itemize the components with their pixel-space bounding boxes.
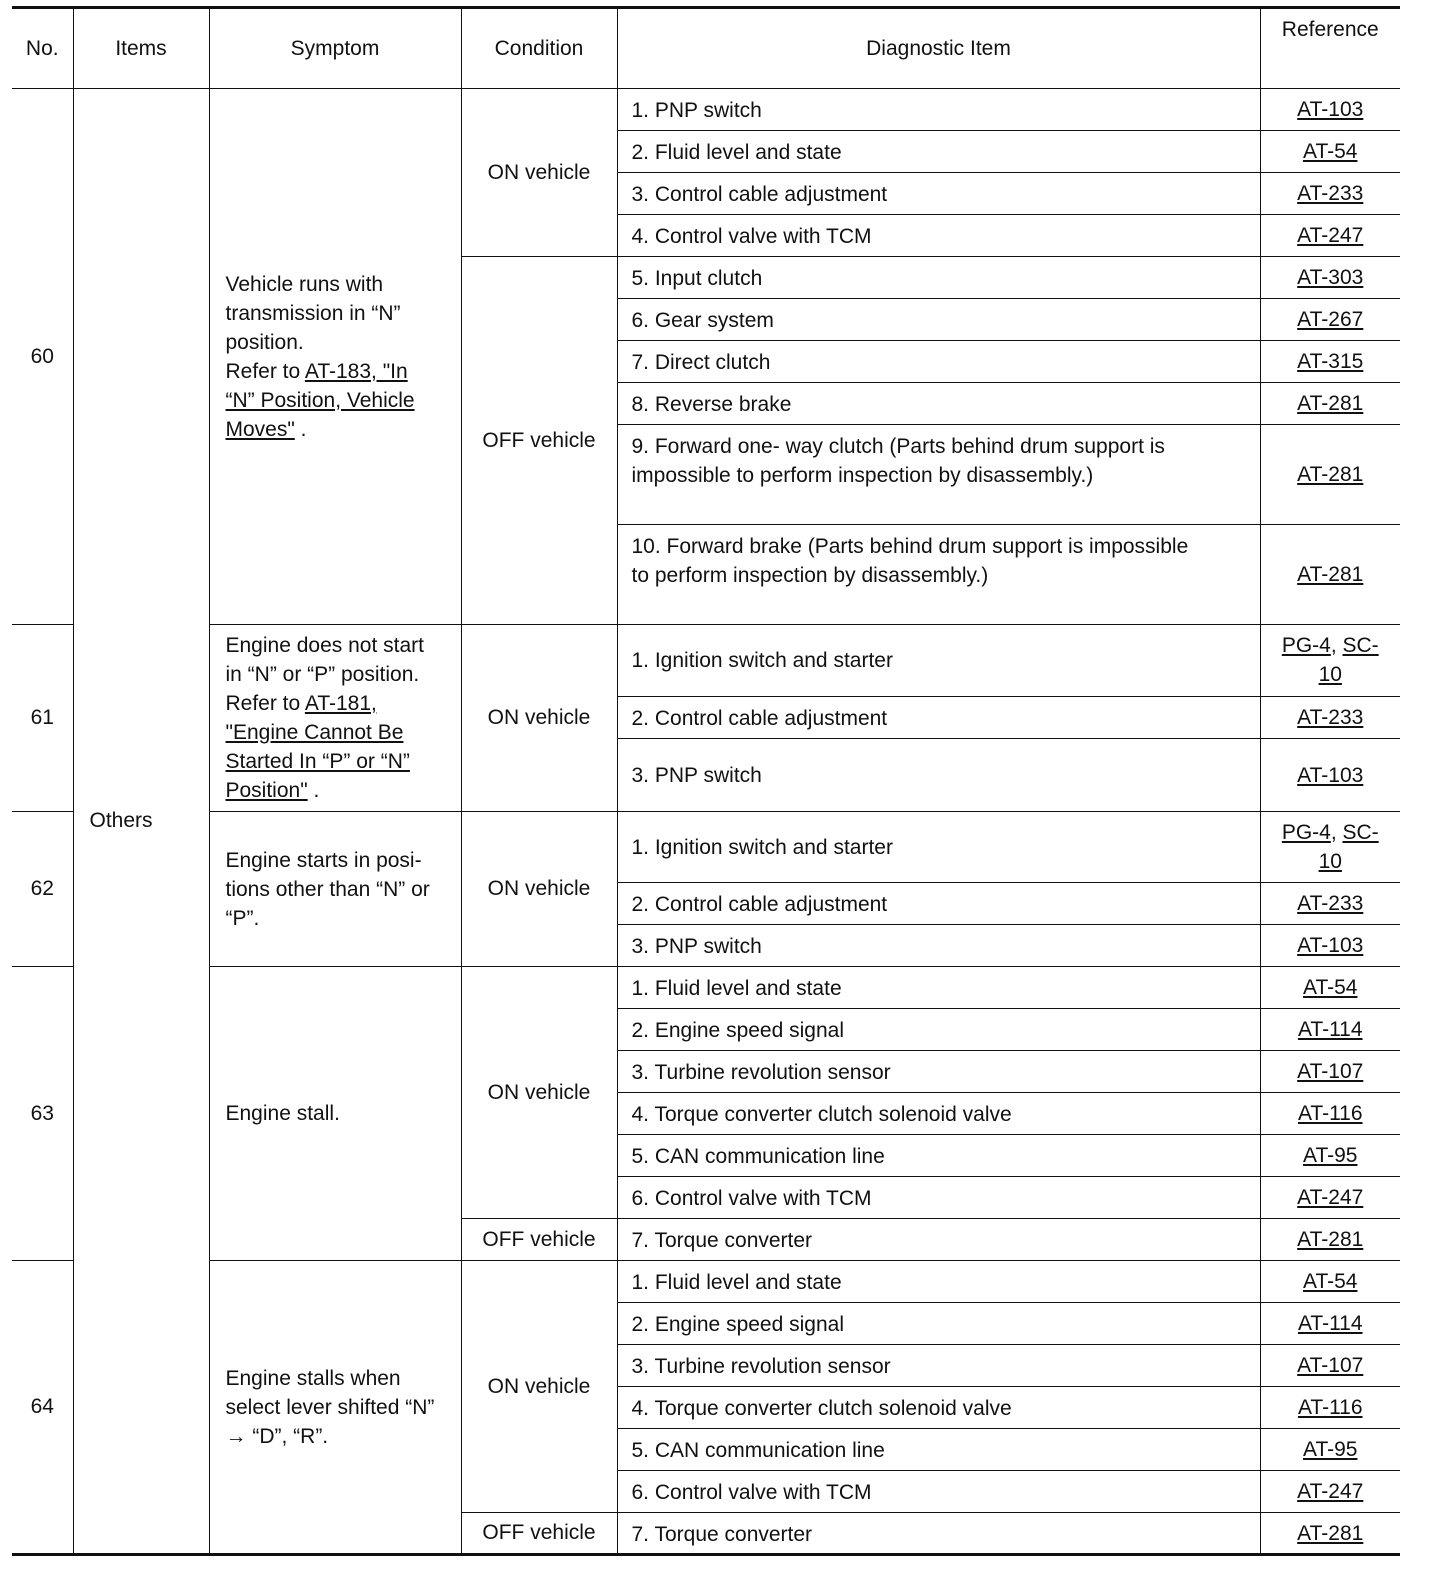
reference-link[interactable]: Moves" [225,417,295,441]
reference-separator: , [1330,821,1343,844]
table-row [12,1261,1400,1303]
reference-link[interactable]: AT-107 [1297,1354,1364,1377]
reference-link[interactable]: 10 [1318,663,1342,687]
reference-cell [1260,1009,1400,1051]
reference-cell [1260,1219,1400,1261]
row-number: 60 [12,89,73,625]
table-row [12,89,1400,131]
reference-link[interactable]: AT-267 [1297,308,1364,331]
diagnostic-item: 4. Torque converter clutch solenoid valve [617,1387,1260,1429]
reference-cell [1260,812,1400,883]
symptom-cell [209,812,461,967]
reference-link[interactable]: AT-281 [1297,463,1364,486]
reference-cell [1260,341,1400,383]
diagnostic-item [617,525,1260,625]
row-number: 61 [12,625,73,812]
items-cell: Others [73,89,209,1555]
reference-cell [1260,925,1400,967]
reference-cell [1260,1345,1400,1387]
reference-cell [1260,173,1400,215]
reference-cell [1260,383,1400,425]
row-number: 62 [12,812,73,967]
reference-link[interactable]: Started In “P” or “N” [225,750,410,773]
symptom-cell [209,1261,461,1555]
diagnostic-item: 3. PNP switch [617,739,1260,812]
diagnostic-item: 2. Fluid level and state [617,131,1260,173]
diagnostic-item: 7. Torque converter [617,1219,1260,1261]
diagnostic-item-line: 9. Forward one- way clutch (Parts behind drum support is [631,435,1165,458]
diagnostic-item: 1. PNP switch [617,89,1260,131]
table-row [12,625,1400,697]
reference-link[interactable]: AT-247 [1297,1480,1364,1503]
reference-link[interactable]: AT-315 [1297,350,1364,373]
condition-cell: ON vehicle [461,967,617,1219]
reference-link[interactable]: AT-54 [1303,976,1358,999]
reference-link[interactable]: AT-107 [1297,1060,1364,1083]
diagnostic-item-line: impossible to perform inspection by disassembly.) [631,464,1094,487]
condition-cell: ON vehicle [461,625,617,812]
header-condition: Condition [461,8,617,89]
symptom-text: Engine stall. [225,1102,340,1125]
diagnostic-item: 4. Control valve with TCM [617,215,1260,257]
reference-link[interactable]: AT-281 [1297,392,1364,415]
diagnostic-item: 2. Control cable adjustment [617,883,1260,925]
symptom-text: Refer to [225,692,305,715]
table-row [12,812,1400,883]
reference-link[interactable]: AT-114 [1297,1312,1363,1335]
diagnostic-item: 1. Fluid level and state [617,967,1260,1009]
reference-cell [1260,696,1400,738]
condition-cell: OFF vehicle [461,1219,617,1261]
reference-cell [1260,1387,1400,1429]
reference-link[interactable]: AT-233 [1297,705,1364,729]
symptom-text: Engine does not start [225,634,424,657]
symptom-text: . [307,779,320,802]
condition-cell: OFF vehicle [461,257,617,625]
reference-link[interactable]: AT-103 [1297,934,1364,957]
condition-cell: ON vehicle [461,812,617,967]
diagnostic-item: 2. Engine speed signal [617,1009,1260,1051]
reference-link[interactable]: AT-103 [1297,763,1364,787]
reference-cell [1260,1177,1400,1219]
reference-link[interactable]: AT-281 [1297,1521,1364,1545]
diagnostic-item: 7. Torque converter [617,1513,1260,1555]
reference-link[interactable]: AT-303 [1297,266,1364,289]
diagnostic-item: 3. Turbine revolution sensor [617,1051,1260,1093]
diagnostic-item: 2. Engine speed signal [617,1303,1260,1345]
diagnostic-item: 6. Control valve with TCM [617,1471,1260,1513]
reference-link[interactable]: AT-281 [1297,563,1364,586]
reference-link[interactable]: AT-114 [1297,1018,1363,1041]
reference-cell [1260,1093,1400,1135]
reference-link[interactable]: SC- [1342,821,1379,844]
condition-cell: OFF vehicle [461,1513,617,1555]
diagnostic-item: 2. Control cable adjustment [617,696,1260,738]
reference-link[interactable]: Position" [225,779,308,802]
symptom-text: . [294,417,307,441]
reference-link[interactable]: AT-183, "In [304,359,408,383]
reference-cell [1260,967,1400,1009]
table-row [12,967,1400,1009]
symptom-text: transmission in “N” [225,301,401,325]
reference-separator: , [1330,634,1343,658]
reference-link[interactable]: AT-281 [1297,1228,1364,1251]
reference-link[interactable]: "Engine Cannot Be [225,721,404,744]
diagnostic-item: 5. CAN communication line [617,1135,1260,1177]
reference-link[interactable]: PG-4 [1281,634,1331,658]
reference-cell [1260,525,1400,625]
reference-cell [1260,89,1400,131]
reference-cell [1260,257,1400,299]
header-reference: Reference [1260,8,1400,89]
reference-cell [1260,625,1400,697]
diagnostic-item-line: 10. Forward brake (Parts behind drum support is impossible [631,535,1189,558]
diagnostic-item: 3. Turbine revolution sensor [617,1345,1260,1387]
diagnostic-item-line: to perform inspection by disassembly.) [631,564,989,587]
row-number: 64 [12,1261,73,1555]
reference-link[interactable]: “N” Position, Vehicle [225,388,415,412]
reference-link[interactable]: AT-116 [1297,1396,1363,1419]
symptom-text: Refer to [225,359,305,383]
symptom-text: “P”. [225,906,260,930]
diagnostic-item: 5. Input clutch [617,257,1260,299]
diagnostic-item: 5. CAN communication line [617,1429,1260,1471]
row-number: 63 [12,967,73,1261]
reference-cell [1260,1513,1400,1555]
diagnostic-item: 3. PNP switch [617,925,1260,967]
header-items: Items [73,8,209,89]
diagnostic-item: 6. Control valve with TCM [617,1177,1260,1219]
reference-cell [1260,1429,1400,1471]
diagnostic-item: 1. Ignition switch and starter [617,812,1260,883]
reference-link[interactable]: AT-54 [1303,140,1358,163]
diagnosis-table [12,6,1400,1556]
reference-link[interactable]: AT-181, [304,692,377,715]
symptom-text: Vehicle runs with [225,272,384,296]
reference-link[interactable]: AT-103 [1297,98,1364,121]
reference-link[interactable]: AT-95 [1303,1144,1358,1167]
reference-link[interactable]: AT-233 [1297,892,1364,915]
reference-cell [1260,215,1400,257]
reference-cell [1260,299,1400,341]
diagnostic-item: 6. Gear system [617,299,1260,341]
symptom-text: Engine starts in posi- [225,848,422,872]
symptom-text: tions other than “N” or [225,877,430,901]
reference-cell [1260,1051,1400,1093]
reference-link[interactable]: AT-54 [1303,1270,1358,1293]
reference-cell [1260,131,1400,173]
diagnostic-item: 3. Control cable adjustment [617,173,1260,215]
diagnostic-item: 4. Torque converter clutch solenoid valve [617,1093,1260,1135]
reference-link[interactable]: AT-247 [1297,224,1364,247]
header-no: No. [12,8,73,89]
reference-link[interactable]: AT-233 [1297,182,1364,205]
diagnostic-item: 7. Direct clutch [617,341,1260,383]
reference-link[interactable]: SC- [1342,634,1379,658]
symptom-text: select lever shifted “N” [225,1395,435,1419]
symptom-text: position. [225,330,304,354]
reference-cell [1260,1135,1400,1177]
symptom-cell [209,967,461,1261]
reference-link[interactable]: AT-247 [1297,1186,1364,1209]
diagnostic-item [617,425,1260,525]
diagnostic-item: 1. Fluid level and state [617,1261,1260,1303]
symptom-text: in “N” or “P” position. [225,663,420,686]
reference-link[interactable]: 10 [1318,850,1342,873]
symptom-text: Engine stalls when [225,1366,401,1390]
symptom-text: → “D”, “R”. [225,1424,329,1448]
reference-cell [1260,1303,1400,1345]
reference-cell [1260,883,1400,925]
symptom-cell [209,625,461,812]
reference-cell [1260,425,1400,525]
symptom-cell [209,89,461,625]
header-diagnostic-item: Diagnostic Item [617,8,1260,89]
diagnostic-item: 1. Ignition switch and starter [617,625,1260,697]
reference-link[interactable]: PG-4 [1281,821,1331,844]
reference-cell [1260,1261,1400,1303]
condition-cell: ON vehicle [461,1261,617,1513]
header-row [12,8,1400,89]
reference-cell [1260,1471,1400,1513]
reference-link[interactable]: AT-116 [1297,1102,1363,1125]
header-symptom: Symptom [209,8,461,89]
condition-cell: ON vehicle [461,89,617,257]
reference-link[interactable]: AT-95 [1303,1438,1358,1461]
diagnostic-item: 8. Reverse brake [617,383,1260,425]
reference-cell [1260,739,1400,812]
